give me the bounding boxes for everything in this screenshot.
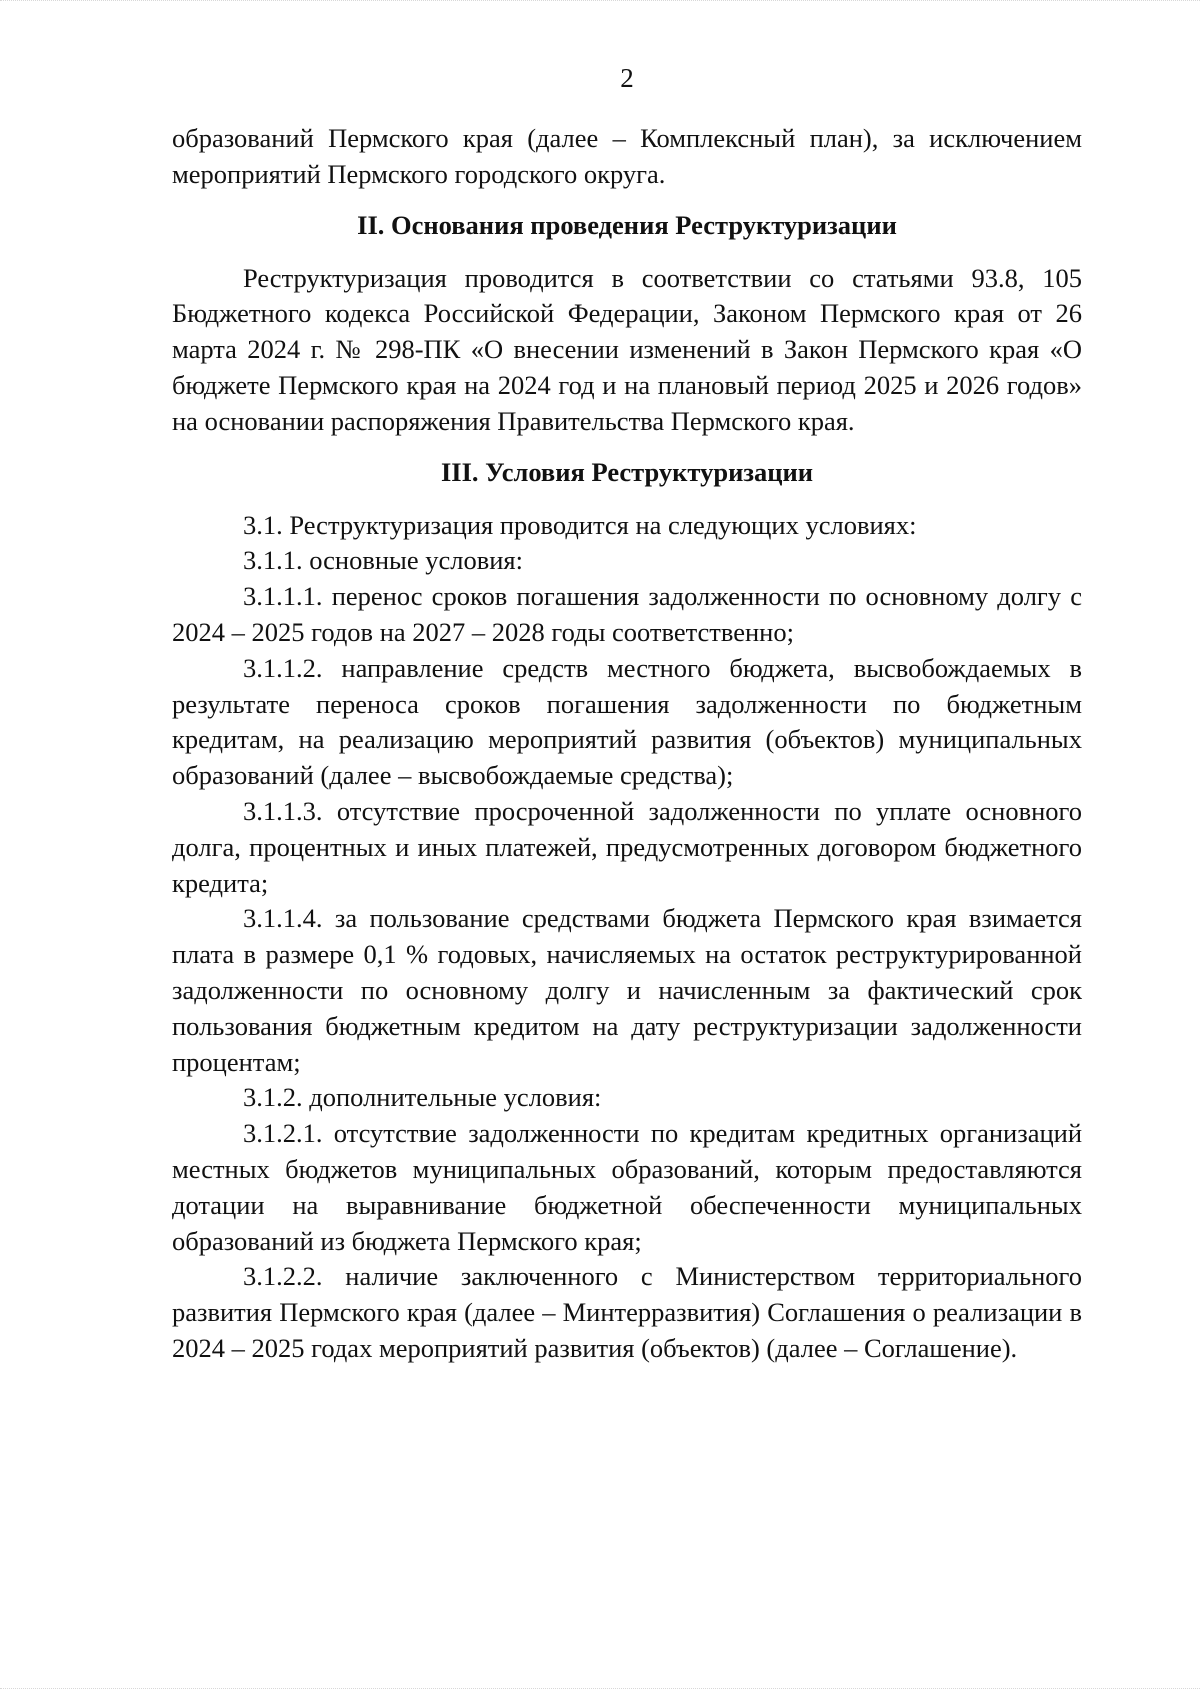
page-number: 2 bbox=[620, 63, 634, 93]
section-2-paragraph: Реструктуризация проводится в соответствии со статьями 93.8, 105 Бюджетного кодекса Российской Федерации, Законом Пермского края от 26 марта 2024 г. № 298-ПК «О внесении изменений в Закон Пермского края «О бюджете Пермского края на 2024 год и на плановый период 2025 и 2026 годов» на основании распоряжения Правительства Пермского края. bbox=[172, 262, 1082, 436]
document-body bbox=[172, 121, 1082, 1367]
clause-3-1-1-1: 3.1.1.1. перенос сроков погашения задолженности по основному долгу с 2024 – 2025 годов на 2027 – 2028 годы соответственно; bbox=[172, 581, 1082, 647]
clause-3-1-1-3: 3.1.1.3. отсутствие просроченной задолженности по уплате основного долга, процентных и иных платежей, предусмотренных договором бюджетного кредита; bbox=[172, 795, 1082, 898]
clause-3-1-1-2: 3.1.1.2. направление средств местного бюджета, высвобождаемых в результате переноса сроков погашения задолженности по бюджетным кредитам, на реализацию мероприятий развития (объектов) муниципальных образований (далее – высвобождаемые средства); bbox=[172, 652, 1082, 791]
clause-3-1-2-2: 3.1.2.2. наличие заключенного с Министерством территориального развития Пермского края (далее – Минтерразвития) Соглашения о реализации в 2024 – 2025 годах мероприятий развития (объектов) (далее – Соглашение). bbox=[172, 1261, 1082, 1363]
intro-paragraph: образований Пермского края (далее – Комплексный план), за исключением мероприятий Пермского городского округа. bbox=[172, 123, 1082, 189]
clause-3-1-1: 3.1.1. основные условия: bbox=[243, 545, 523, 576]
scan-edge-top bbox=[0, 0, 1200, 3]
section-2-heading: II. Основания проведения Реструктуризации bbox=[357, 209, 897, 240]
clause-3-1-1-4: 3.1.1.4. за пользование средствами бюджета Пермского края взимается плата в размере 0,1 % годовых, начисляемых на остаток реструктурированной задолженности по основному долгу и начисленным за фактический срок пользования бюджетным кредитом на дату реструктуризации задолженности процентам; bbox=[172, 903, 1082, 1077]
section-3-heading: III. Условия Реструктуризации bbox=[440, 456, 814, 487]
clause-3-1-2-1: 3.1.2.1. отсутствие задолженности по кредитам кредитных организаций местных бюджетов муниципальных образований, которым предоставляются дотации на выравнивание бюджетной обеспеченности муниципальных образований из бюджета Пермского края; bbox=[172, 1118, 1082, 1256]
clause-3-1-2: 3.1.2. дополнительные условия: bbox=[243, 1082, 602, 1113]
clause-3-1: 3.1. Реструктуризация проводится на следующих условиях: bbox=[243, 509, 917, 540]
